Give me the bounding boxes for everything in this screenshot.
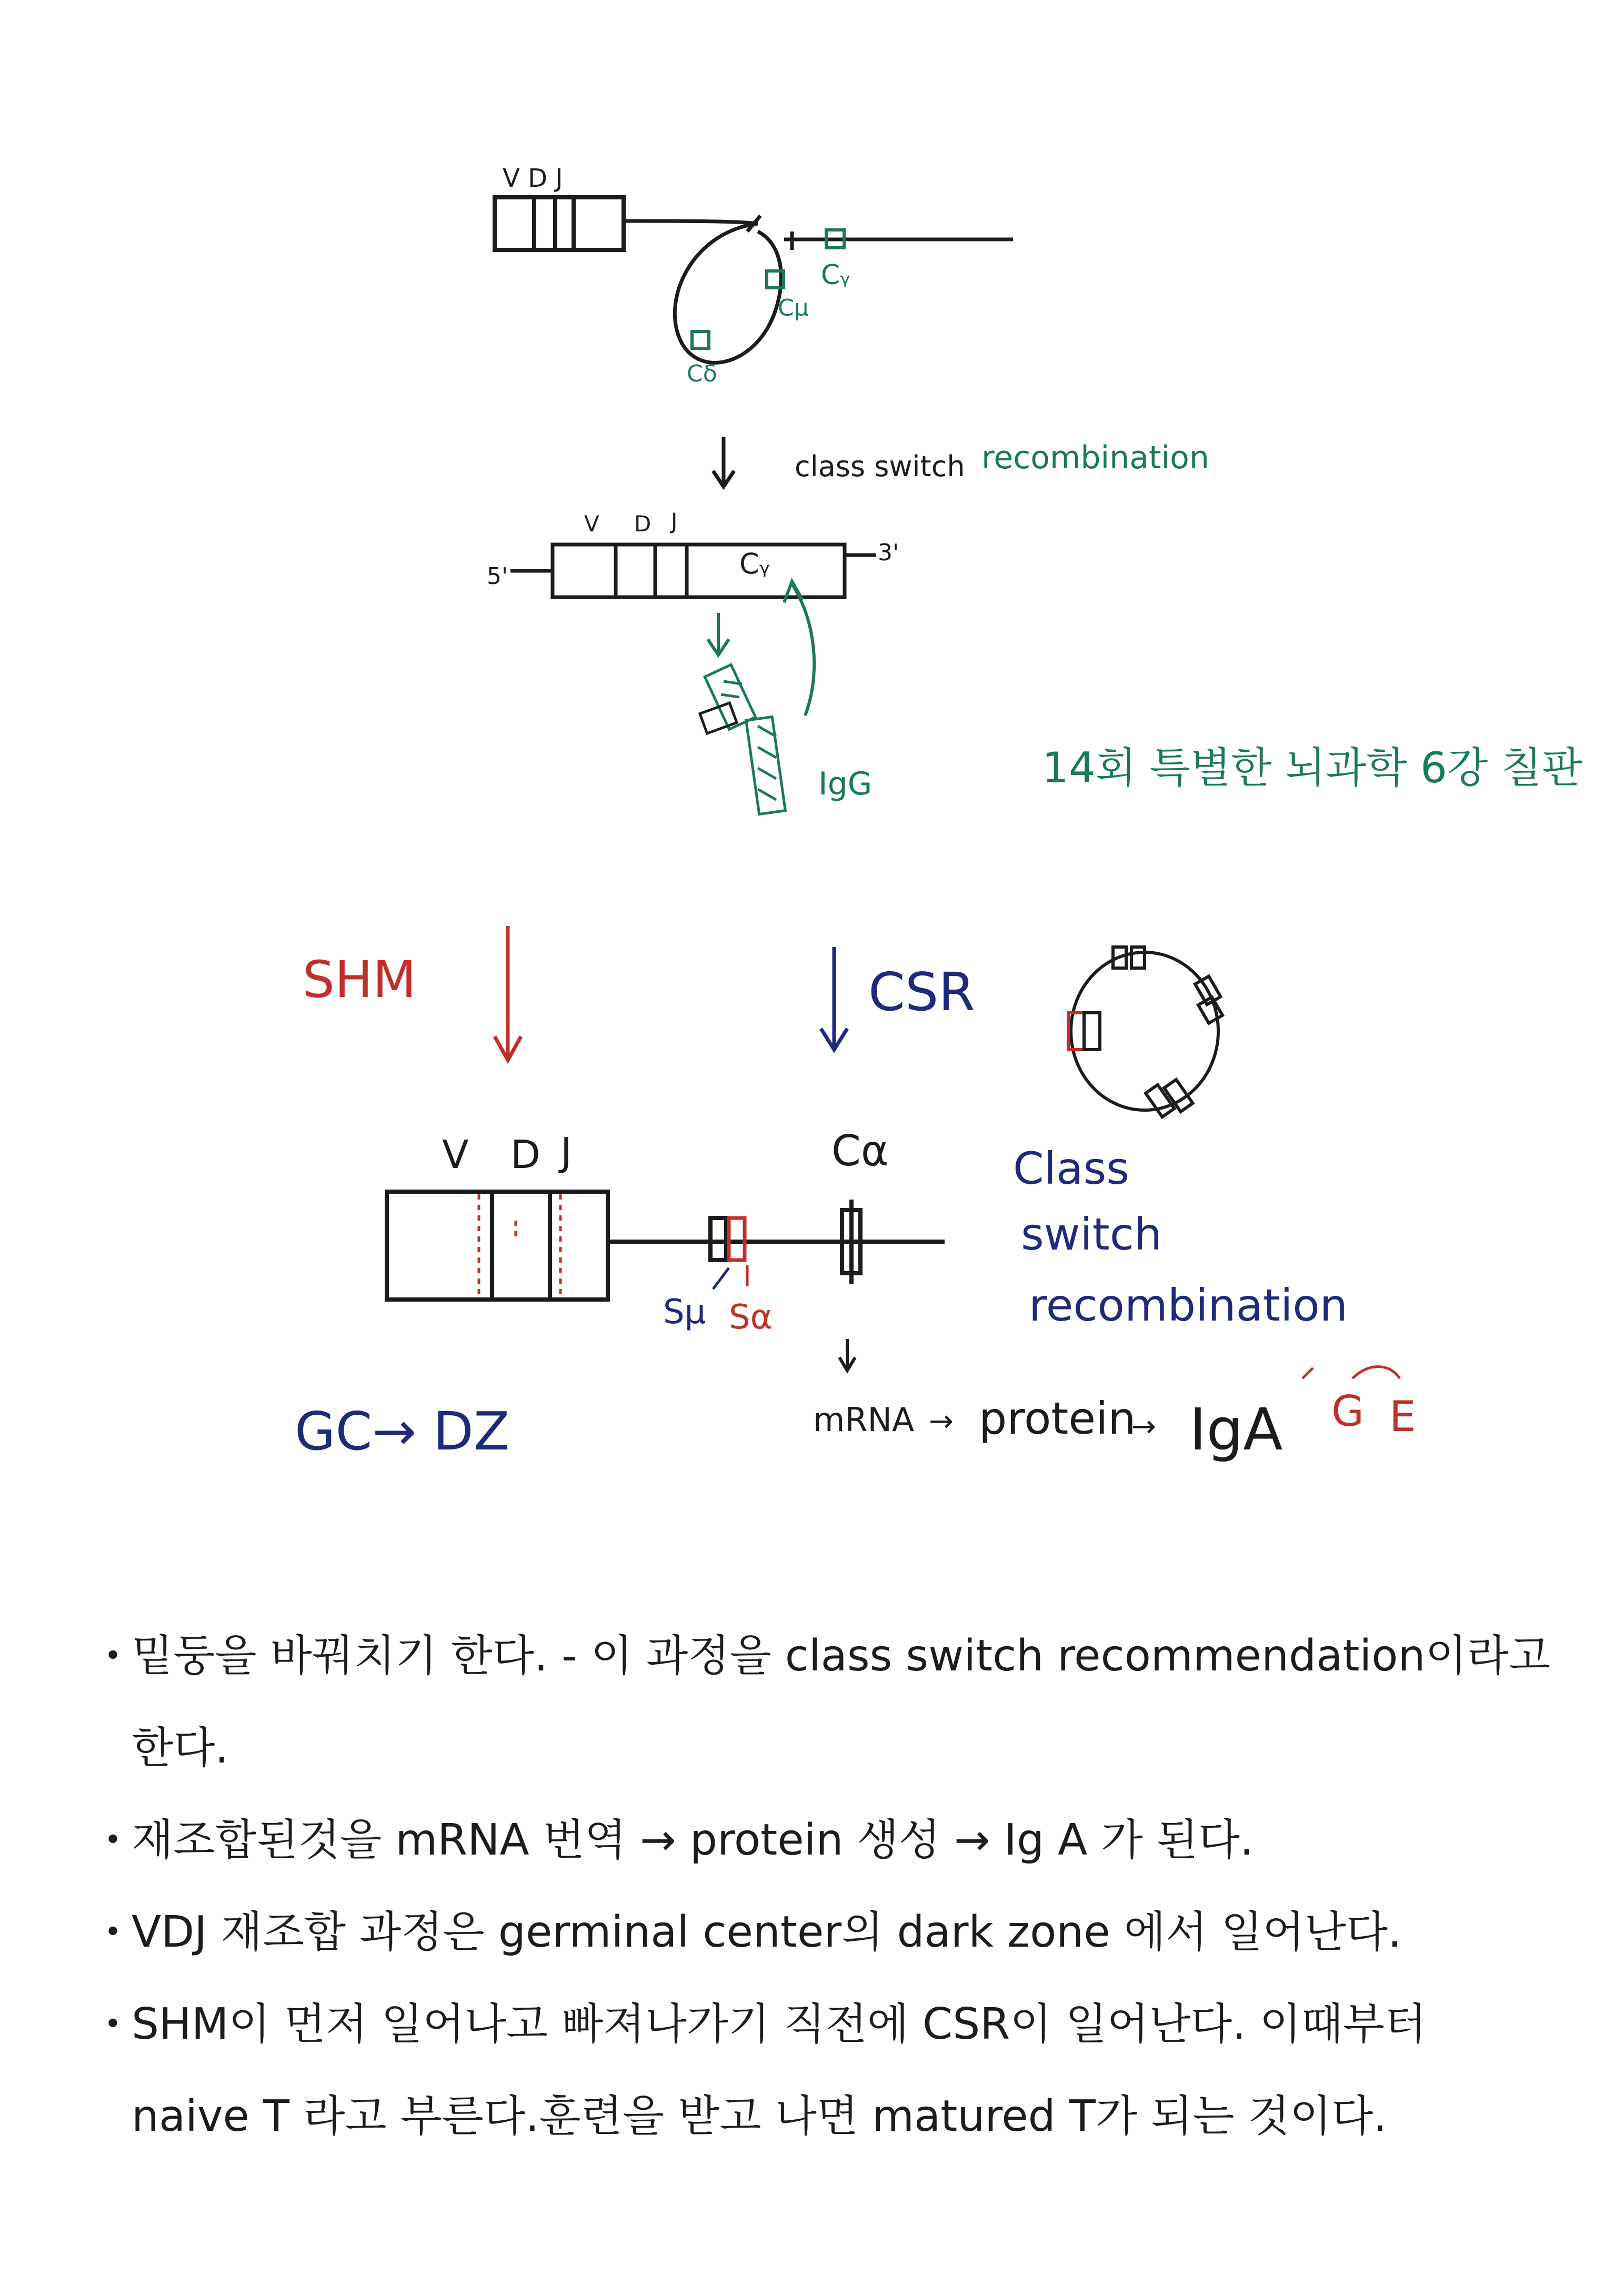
circle-diagram	[1068, 947, 1222, 1117]
bullet-dot: •	[104, 1639, 122, 1673]
iga-label: IgA	[1189, 1396, 1283, 1463]
mrna-label: mRNA	[813, 1401, 915, 1439]
calpha-label: Cα	[831, 1126, 889, 1175]
shm-label: SHM	[303, 950, 416, 1009]
csr-arrow	[821, 947, 847, 1050]
arrow-mrna-protein: →	[929, 1404, 954, 1438]
bullet-1-line-1: 밑둥을 바꿔치기 한다. - 이 과정을 class switch recommendation이라고	[132, 1631, 1551, 1681]
five-prime-label: 5'	[487, 563, 508, 590]
igg-label: IgG	[818, 766, 873, 802]
bullet-item	[100, 1886, 1552, 1978]
bullet-item	[100, 1978, 1552, 2162]
bullet-item	[100, 1794, 1552, 1886]
arrow-protein-iga: →	[1131, 1409, 1156, 1444]
gc-dz-label: GC→ DZ	[295, 1401, 510, 1462]
bullet-4-line-1: SHM이 먼저 일어나고 빠져나가기 직전에 CSR이 일어난다. 이때부터	[132, 1999, 1427, 2049]
bullet-dot: •	[104, 1823, 122, 1857]
bullet-list	[100, 1610, 1552, 2162]
class-label: Class	[1013, 1143, 1129, 1194]
recombination-label: recombination	[1029, 1280, 1348, 1331]
switch-label: switch	[1021, 1209, 1162, 1260]
c-mu-label: Cμ	[778, 295, 809, 321]
bottom-diagram	[0, 894, 1624, 1552]
bullet-item	[100, 1610, 1552, 1794]
vdj-label: V D J	[503, 164, 563, 193]
loop-line	[624, 216, 1013, 362]
protein-label: protein	[979, 1393, 1136, 1444]
shm-arrow	[495, 926, 521, 1060]
bullet-4-line-2: naive T 라고 부른다.훈련을 받고 나면 matured T가 되는 것이다.	[132, 2091, 1387, 2141]
d-label-bottom: D	[510, 1132, 540, 1177]
down-arrow-1	[713, 437, 734, 487]
e-label: E	[1389, 1392, 1416, 1441]
j-label-top: J	[671, 508, 678, 534]
class-switch-label: class switch	[795, 450, 965, 483]
vdj-gene-bottom	[387, 1192, 945, 1300]
s-mu-label: Sμ	[663, 1293, 706, 1332]
cgamma-gene-label: Cᵧ	[739, 547, 770, 580]
s-alpha-label: Sα	[729, 1298, 773, 1337]
down-arrow-mrna	[839, 1339, 855, 1371]
bullet-dot: •	[104, 1915, 122, 1949]
bullet-3-line-1: VDJ 재조합 과정은 germinal center의 dark zone 에서 일어난다.	[132, 1907, 1402, 1957]
iga-switch-arrows	[1302, 1367, 1400, 1379]
g-label: G	[1331, 1387, 1364, 1436]
rearranged-gene	[510, 545, 876, 597]
d-label-top: D	[634, 511, 651, 537]
j-label-bottom: J	[560, 1130, 572, 1175]
c-delta-label: Cδ	[687, 360, 717, 387]
switch-region-arrows	[713, 1265, 747, 1289]
v-label-bottom: V	[442, 1132, 469, 1177]
top-diagram	[0, 0, 1624, 842]
bullet-1-line-2: 한다.	[132, 1723, 229, 1773]
caption: 14회 특별한 뇌과학 6강 칠판	[1042, 743, 1583, 792]
three-prime-label: 3'	[878, 539, 899, 566]
s-alpha-box	[729, 1218, 745, 1260]
recombination-green-label: recombination	[981, 439, 1209, 476]
antibody-drawing	[700, 664, 785, 814]
bullet-2-line-1: 재조합된것을 mRNA 번역 → protein 생성 → Ig A 가 된다.	[132, 1815, 1254, 1865]
vdj-block	[495, 197, 624, 250]
c-gamma-label: Cᵧ	[821, 259, 850, 291]
v-label-top: V	[584, 511, 599, 537]
csr-label: CSR	[868, 961, 975, 1023]
bullet-dot: •	[104, 2007, 122, 2041]
